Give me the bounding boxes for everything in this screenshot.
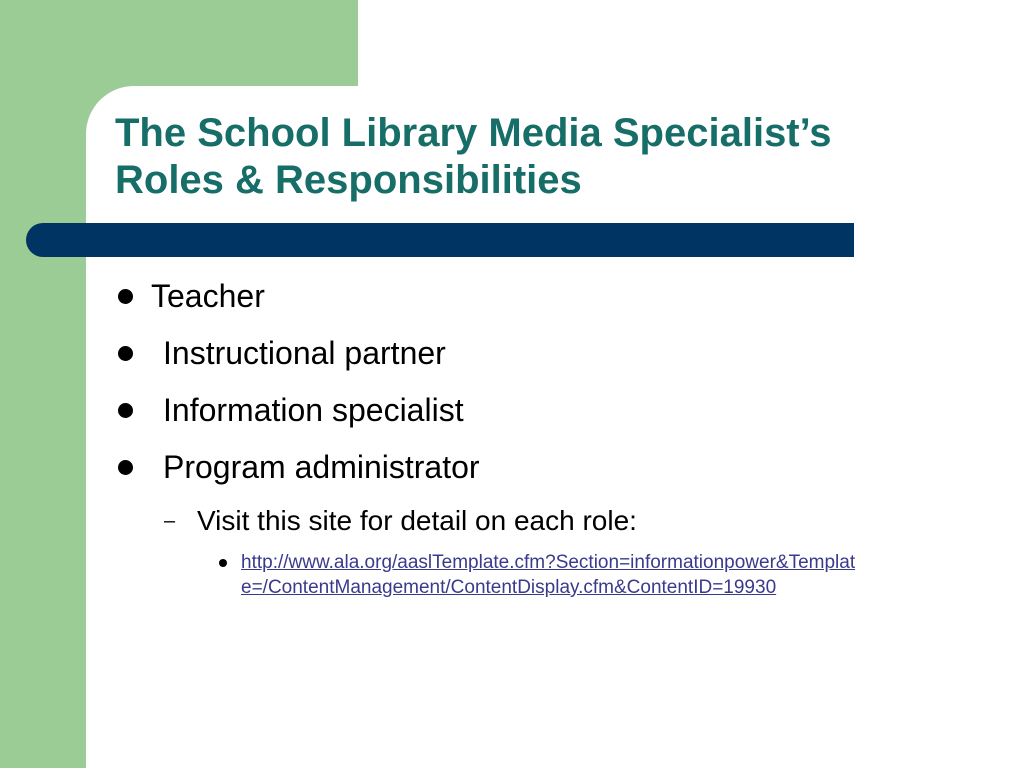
- link-item: [241, 550, 855, 600]
- sub-bullet-label: Visit this site for detail on each role:: [197, 505, 637, 536]
- bullet-dot-icon: [118, 346, 133, 361]
- bullet-dot-icon: [118, 289, 133, 304]
- title-line-1: The School Library Media Specialist’s: [115, 111, 832, 155]
- ala-link-line-2[interactable]: e=/ContentManagement/ContentDisplay.cfm&ContentID=19930: [241, 577, 777, 598]
- bullet-label: Teacher: [151, 278, 265, 314]
- bullet-label: Information specialist: [163, 392, 464, 428]
- bullet-label: Program administrator: [163, 449, 480, 485]
- bullet-information-specialist: [163, 392, 464, 428]
- dash-icon: –: [164, 510, 176, 532]
- ala-link-line-1[interactable]: http://www.ala.org/aaslTemplate.cfm?Section=informationpower&Templat: [241, 552, 856, 573]
- small-bullet-dot-icon: [219, 559, 227, 567]
- bullet-dot-icon: [118, 460, 133, 475]
- bullet-instructional-partner: [163, 335, 446, 371]
- bullet-teacher: [151, 278, 265, 314]
- sub-bullet-visit-site: [164, 505, 637, 537]
- title-line-2: Roles & Responsibilities: [115, 158, 582, 202]
- bullet-dot-icon: [118, 403, 133, 418]
- bullet-label: Instructional partner: [163, 335, 446, 371]
- bullet-program-administrator: [163, 449, 480, 485]
